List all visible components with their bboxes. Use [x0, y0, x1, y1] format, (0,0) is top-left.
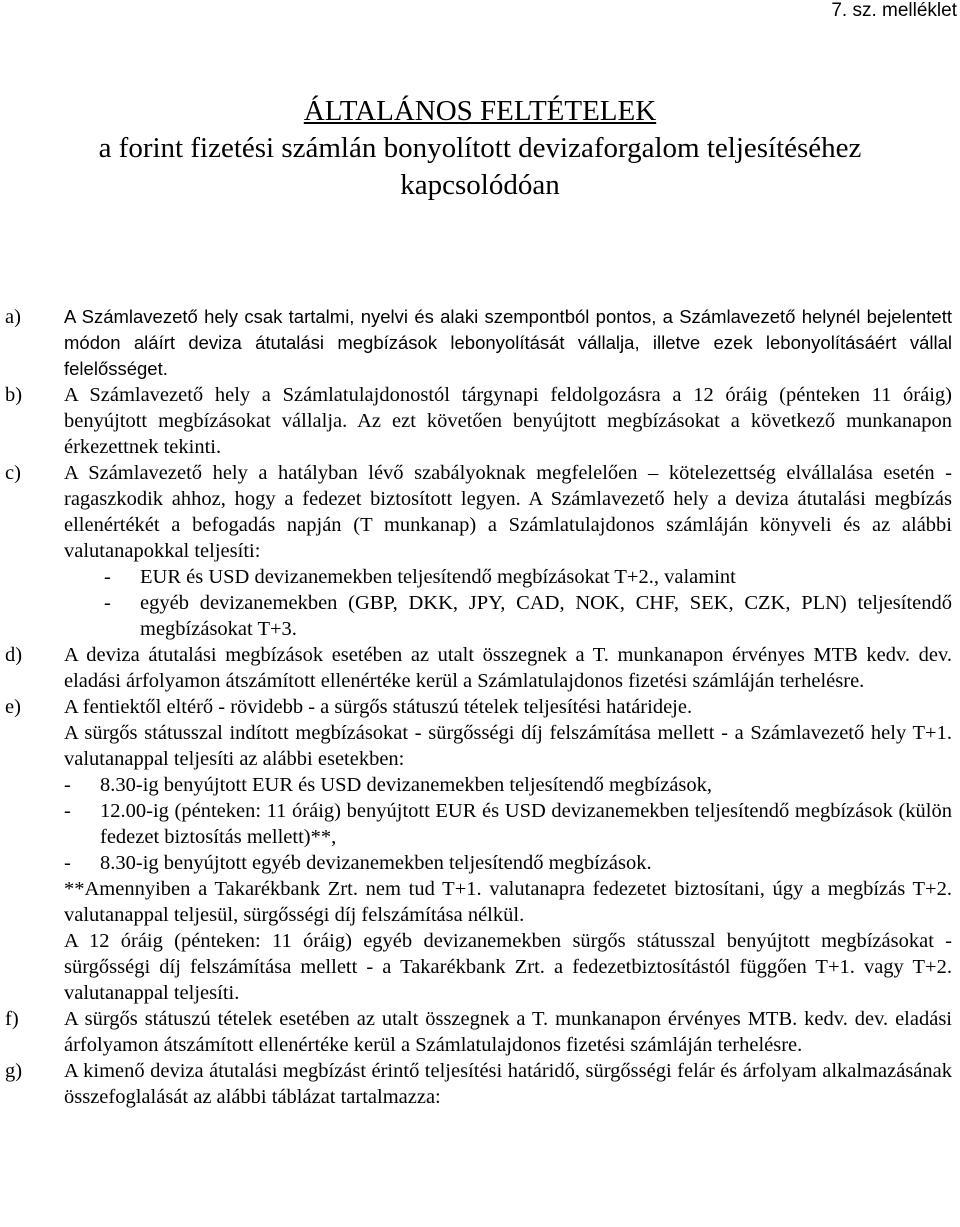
- condition-text: A kimenő deviza átutalási megbízást érintő teljesítési határidő, sürgősségi felár és árfolyam alkalmazásának összefoglalását az alábbi táblázat tartalmazza:: [64, 1060, 952, 1108]
- condition-e: [5, 694, 952, 1006]
- title-line-1: ÁLTALÁNOS FELTÉTELEK: [303, 95, 657, 127]
- condition-text: A fentiektől eltérő - rövidebb - a sürgős státuszú tételek teljesítési határideje.: [64, 696, 693, 718]
- title-line-2: a forint fizetési számlán bonyolított devizaforgalom teljesítéséhez: [98, 132, 862, 164]
- condition-b: [5, 382, 952, 460]
- list-item: - 8.30-ig benyújtott EUR és USD devizanemekben teljesítendő megbízások,: [64, 774, 713, 796]
- condition-f: [5, 1006, 952, 1058]
- condition-label: f): [5, 1008, 19, 1030]
- annex-label: 7. sz. melléklet: [831, 0, 957, 21]
- condition-label: c): [5, 462, 21, 484]
- title-line-3: kapcsolódóan: [400, 169, 560, 201]
- condition-label: a): [5, 306, 21, 328]
- condition-text-3: A 12 óráig (pénteken: 11 óráig) egyéb devizanemekben sürgős státusszal benyújtott megbízásokat - sürgősségi díj felszámítása mellett - a Takarékbank Zrt. a fedezetbiztosítástól függően T+1. vagy T+2. valutanappal teljesíti.: [64, 930, 952, 1004]
- condition-text: A sürgős státuszú tételek esetében az utalt összegnek a T. munkanapon érvényes MTB. kedv. dev. eladási árfolyamon átszámított ellenértéke kerül a Számlatulajdonos fizetési számláján terhelésre.: [64, 1008, 952, 1056]
- footnote-text: **Amennyiben a Takarékbank Zrt. nem tud T+1. valutanapra fedezetet biztosítani, úgy a megbízás T+2. valutanappal teljesül, sürgősségi díj felszámítása nélkül.: [64, 878, 952, 926]
- condition-d: [5, 642, 952, 694]
- conditions-list: [5, 304, 952, 1110]
- condition-text: A deviza átutalási megbízások esetében az utalt összegnek a T. munkanapon érvényes MTB kedv. dev. eladási árfolyamon átszámított ellenértéke kerül a Számlatulajdonos fizetési számláján terhelésre.: [64, 644, 952, 692]
- condition-c: [5, 460, 952, 642]
- condition-label: g): [5, 1060, 23, 1082]
- condition-label: e): [5, 696, 21, 718]
- list-item: - EUR és USD devizanemekben teljesítendő megbízásokat T+2., valamint: [104, 566, 736, 588]
- condition-a: [5, 304, 952, 382]
- condition-text: A Számlavezető hely csak tartalmi, nyelvi és alaki szempontból pontos, a Számlavezető helynél bejelentett módon aláírt deviza átutalási megbízások lebonyolítását vállalja, illetve ezek lebonyolításáért vállal felelősséget.: [64, 306, 952, 379]
- condition-g: [5, 1058, 952, 1110]
- condition-text: A Számlavezető hely a Számlatulajdonostól tárgynapi feldolgozásra a 12 óráig (pénteken 11 óráig) benyújtott megbízásokat vállalja. Az ezt követően benyújtott megbízásokat a következő munkanapon érkezettnek tekinti.: [64, 384, 952, 458]
- list-item: - egyéb devizanemekben (GBP, DKK, JPY, CAD, NOK, CHF, SEK, CZK, PLN) teljesítendő megbízásokat T+3.: [104, 592, 952, 640]
- title-block: [0, 93, 960, 204]
- condition-label: d): [5, 644, 23, 666]
- list-item: - 8.30-ig benyújtott egyéb devizanemekben teljesítendő megbízások.: [64, 852, 652, 874]
- condition-text-2: A sürgős státusszal indított megbízásokat - sürgősségi díj felszámítása mellett - a Számlavezető hely T+1. valutanappal teljesíti az alábbi esetekben:: [64, 722, 952, 770]
- list-item: - 12.00-ig (pénteken: 11 óráig) benyújtott EUR és USD devizanemekben teljesítendő megbízások (külön fedezet biztosítás mellett)**,: [64, 800, 952, 848]
- condition-label: b): [5, 384, 23, 406]
- condition-text: A Számlavezető hely a hatályban lévő szabályoknak megfelelően – kötelezettség elvállalása esetén - ragaszkodik ahhoz, hogy a fedezet biztosított legyen. A Számlavezető hely a deviza átutalási megbízás ellenértékét a befogadás napján (T munkanap) a Számlatulajdonos számláján könyveli és az alábbi valutanapokkal teljesíti:: [64, 462, 952, 562]
